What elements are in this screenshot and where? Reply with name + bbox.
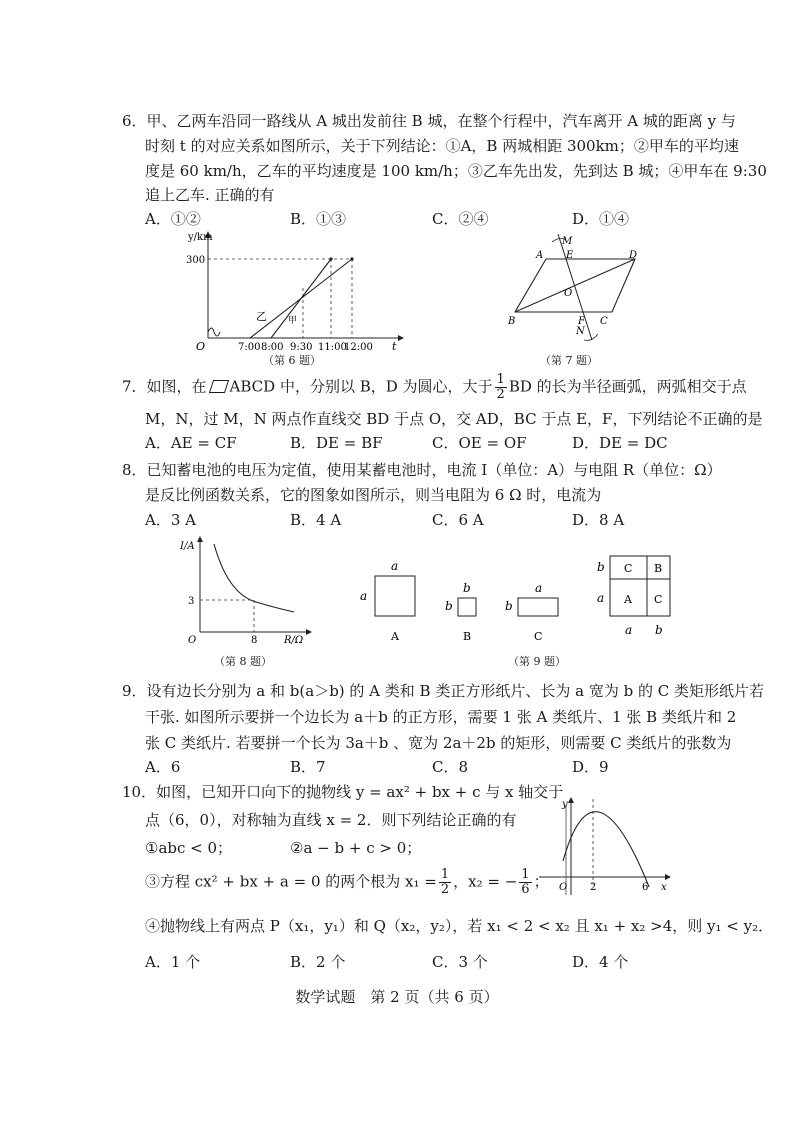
q7-E: E bbox=[566, 250, 574, 261]
q10-s3: ③方程 cx² + bx + a = 0 的两个根为 x₁ = $\frac{1}{2}$ ，x₂ = − $\frac{1}{6}$ ； bbox=[145, 867, 549, 897]
q10-option-a: A．1 个 bbox=[145, 953, 201, 971]
q10-origin: O bbox=[559, 882, 568, 893]
q9-c-a: a bbox=[535, 581, 543, 595]
q7-A: A bbox=[536, 250, 544, 261]
q6-tick-4: 12:00 bbox=[344, 342, 373, 353]
q10-option-b: B．2 个 bbox=[290, 953, 346, 971]
q8-origin: O bbox=[188, 635, 197, 646]
q9-b-left: b bbox=[445, 599, 453, 613]
q9-option-c: C．8 bbox=[432, 758, 469, 776]
q9-grid-bl: A bbox=[624, 593, 632, 606]
q7-O: O bbox=[564, 288, 573, 299]
q6-line2: 时刻 t 的对应关系如图所示，关于下列结论：①A，B 两城相距 300km；②甲车的平均速 bbox=[145, 137, 739, 155]
q9-grid-a-bottom: a bbox=[625, 623, 633, 637]
q9-a-left: a bbox=[360, 589, 368, 603]
q9-label-C: C bbox=[534, 630, 543, 643]
q7-D: D bbox=[629, 250, 638, 261]
q9-grid-a-left: a bbox=[597, 591, 605, 605]
q8-ylabel: I/A bbox=[180, 541, 195, 552]
q6-ylabel: y/km bbox=[188, 232, 213, 243]
q10-xlabel: x bbox=[661, 882, 667, 893]
q9-grid-b-bottom: b bbox=[655, 623, 663, 637]
q10-frac-1: $\frac{1}{2}$ bbox=[440, 867, 450, 897]
q10-s1: ①abc < 0； bbox=[145, 839, 233, 857]
q7-M: M bbox=[562, 236, 573, 247]
q10-ylabel: y bbox=[562, 799, 568, 810]
q6-origin: O bbox=[196, 340, 206, 353]
q9-b-top: b bbox=[463, 581, 471, 595]
q9-c-b: b bbox=[505, 599, 513, 613]
page-footer: 数学试题 第 2 页（共 6 页） bbox=[295, 988, 499, 1006]
q6-yi-label: 乙 bbox=[256, 310, 267, 323]
q6-line4: 追上乙车. 正确的有 bbox=[145, 186, 275, 204]
q10-s2: ②a − b + c > 0； bbox=[290, 839, 422, 857]
q7-option-d: D．DE = DC bbox=[572, 434, 668, 452]
q6-option-d: D．①④ bbox=[572, 210, 630, 228]
q8-xlabel: R/Ω bbox=[284, 635, 304, 646]
q7-line1: 7．如图，在 ABCD 中，分别以 B，D 为圆心，大于 $\frac{1}{2}$ BD 的长为半径画弧，两弧相交于点 bbox=[122, 372, 747, 402]
q6-tick-2: 9:30 bbox=[290, 342, 313, 353]
q7-N: N bbox=[576, 326, 585, 337]
q8-option-c: C．6 A bbox=[432, 511, 484, 529]
q9-option-b: B．7 bbox=[290, 758, 326, 776]
q8-graph bbox=[176, 534, 316, 649]
q10-option-d: D．4 个 bbox=[572, 953, 629, 971]
q6-option-c: C．②④ bbox=[432, 210, 489, 228]
q6-tick-0: 7:00 bbox=[238, 342, 261, 353]
q6-caption: （第 6 题） bbox=[263, 354, 321, 367]
q10-frac-2: $\frac{1}{6}$ bbox=[521, 867, 530, 897]
q7-parallelogram bbox=[500, 228, 650, 368]
q9-shapes bbox=[355, 552, 705, 647]
q8-line1: 8．已知蓄电池的电压为定值，使用某蓄电池时，电流 I（单位：A）与电阻 R（单位：Ω） bbox=[122, 461, 722, 479]
q9-line3: 张 C 类纸片. 若要拼一个长为 3a＋b 、宽为 2a＋2b 的矩形，则需要 C 类纸片的张数为 bbox=[145, 734, 732, 752]
parallelogram-icon bbox=[208, 380, 228, 393]
q9-option-d: D．9 bbox=[572, 758, 609, 776]
q6-tick-3: 11:00 bbox=[318, 342, 347, 353]
q8-option-a: A．3 A bbox=[145, 511, 196, 529]
q8-y3: 3 bbox=[188, 596, 195, 607]
q6-jia-label: 甲 bbox=[288, 316, 298, 326]
q9-option-a: A．6 bbox=[145, 758, 181, 776]
q7-caption: （第 7 题） bbox=[540, 354, 598, 367]
q7-option-a: A．AE = CF bbox=[145, 434, 237, 452]
q10-line2: 点（6，0），对称轴为直线 x = 2．则下列结论正确的有 bbox=[145, 811, 517, 829]
q6-tlabel: t bbox=[392, 340, 397, 353]
q9-grid-tl: C bbox=[624, 562, 633, 575]
q7-B: B bbox=[508, 316, 516, 327]
q10-parabola-graph bbox=[535, 795, 675, 900]
q9-grid-tr: B bbox=[654, 562, 663, 575]
q9-line1: 9．设有边长分别为 a 和 b(a＞b) 的 A 类和 B 类正方形纸片、长为 a 宽为 b 的 C 类矩形纸片若 bbox=[122, 682, 764, 700]
q8-option-d: D．8 A bbox=[572, 511, 625, 529]
q8-x8: 8 bbox=[251, 635, 258, 646]
q8-line2: 是反比例函数关系，它的图象如图所示，则当电阻为 6 Ω 时，电流为 bbox=[145, 486, 602, 504]
q6-line3: 度是 60 km/h，乙车的平均速度是 100 km/h；③乙车先出发，先到达 B 城；④甲车在 9:30 bbox=[145, 162, 767, 180]
q7-line2: M，N，过 M，N 两点作直线交 BD 于点 O，交 AD，BC 于点 E，F，下列结论不正确的是 bbox=[145, 410, 763, 428]
q10-tick-2: 2 bbox=[590, 882, 597, 893]
q7-half-fraction: $\frac{1}{2}$ bbox=[496, 372, 505, 402]
q10-line1: 10．如图，已知开口向下的抛物线 y = ax² + bx + c 与 x 轴交于 bbox=[122, 783, 564, 801]
q6-line1: 6．甲、乙两车沿同一路线从 A 城出发前往 B 城，在整个行程中，汽车离开 A 城的距离 y 与 bbox=[122, 112, 736, 130]
q6-y300: 300 bbox=[186, 255, 206, 266]
q10-tick-6: 6 bbox=[642, 882, 649, 893]
q8-caption: （第 8 题） bbox=[214, 655, 272, 668]
q9-grid-b-left: b bbox=[597, 560, 605, 574]
q9-a-top: a bbox=[391, 559, 399, 573]
q7-option-b: B．DE = BF bbox=[290, 434, 383, 452]
parabola-curve bbox=[563, 812, 649, 887]
q7-C: C bbox=[600, 316, 608, 327]
q9-caption: （第 9 题） bbox=[508, 655, 566, 668]
q9-line2: 干张. 如图所示要拼一个边长为 a＋b 的正方形，需要 1 张 A 类纸片、1 张 B 类纸片和 2 bbox=[145, 708, 737, 726]
q10-option-c: C．3 个 bbox=[432, 953, 488, 971]
q9-label-A: A bbox=[391, 630, 399, 643]
q6-graph bbox=[186, 228, 406, 368]
q10-s4: ④抛物线上有两点 P（x₁，y₁）和 Q（x₂，y₂），若 x₁ < 2 < x₂ 且 x₁ + x₂ >4，则 y₁ < y₂． bbox=[145, 917, 774, 935]
q7-F: F bbox=[578, 316, 585, 327]
q7-option-c: C．OE = OF bbox=[432, 434, 527, 452]
q6-tick-1: 8:00 bbox=[261, 342, 284, 353]
q6-option-a: A．①② bbox=[145, 210, 201, 228]
q6-option-b: B．①③ bbox=[290, 210, 347, 228]
yi-line bbox=[271, 259, 331, 338]
q8-option-b: B．4 A bbox=[290, 511, 342, 529]
q9-label-B: B bbox=[463, 630, 472, 643]
q9-grid-br: C bbox=[654, 593, 663, 606]
